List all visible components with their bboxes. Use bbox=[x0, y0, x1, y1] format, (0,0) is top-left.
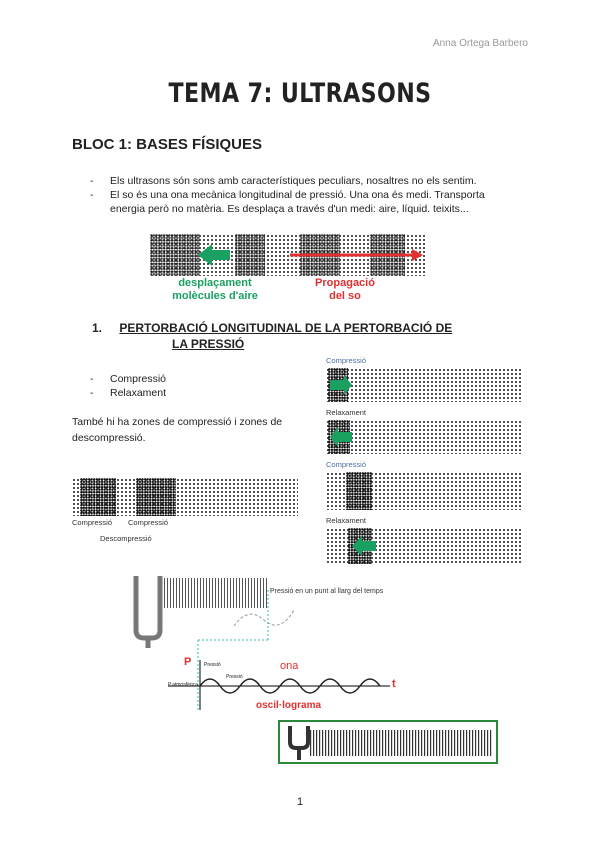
label-line: Propagació bbox=[315, 277, 375, 289]
panel-label: Relaxament bbox=[326, 516, 367, 525]
oscillogram-label: oscil·lograma bbox=[256, 700, 322, 711]
bullet-item: - Compressió bbox=[90, 372, 240, 386]
section-bullets bbox=[90, 372, 240, 400]
figure-compression-panels bbox=[326, 356, 526, 566]
figure-compression-strip bbox=[72, 478, 298, 516]
section-title-line: LA PRESSIÓ bbox=[172, 337, 245, 351]
section-paragraph: També hi ha zones de compressió i zones de descompressió. bbox=[72, 416, 283, 444]
panel bbox=[326, 528, 522, 564]
figure-tuning-fork bbox=[128, 570, 408, 720]
label-line: del so bbox=[329, 290, 361, 302]
wave-label: ona bbox=[280, 660, 299, 672]
axis-p-label: P bbox=[184, 656, 192, 668]
panel-label: Relaxament bbox=[326, 408, 367, 417]
section-heading bbox=[92, 321, 452, 351]
strip-label: Compressió bbox=[128, 518, 169, 527]
small-label: Pressió bbox=[226, 674, 243, 680]
small-label: P.atmosfèrica bbox=[168, 682, 198, 688]
label-propagation bbox=[300, 277, 390, 303]
page-title: TEMA 7: ULTRASONS bbox=[168, 78, 432, 109]
panel-label: Compressió bbox=[326, 460, 367, 469]
label-displacement bbox=[160, 277, 270, 303]
panel bbox=[326, 472, 522, 510]
page-number: 1 bbox=[296, 796, 304, 808]
label-line: desplaçament bbox=[178, 277, 252, 289]
figure-fork-box bbox=[278, 720, 498, 764]
strip-label: Descompressió bbox=[100, 534, 152, 543]
section-number: 1. bbox=[92, 321, 103, 335]
section-title-line: PERTORBACIÓ LONGITUDINAL DE LA PERTORBACIÓ DE bbox=[119, 321, 453, 335]
arrows-icon bbox=[150, 234, 425, 276]
bullet-item: - Relaxament bbox=[90, 386, 240, 400]
axis-t-label: t bbox=[392, 678, 396, 690]
panel bbox=[326, 368, 522, 402]
bullet-item: - Els ultrasons són sons amb característiques peculiars, nosaltres no els sentim. bbox=[90, 174, 500, 188]
strip-label: Compressió bbox=[72, 518, 113, 527]
panel bbox=[326, 420, 522, 454]
label-line: molècules d'aire bbox=[172, 290, 258, 302]
author-name: Anna Ortega Barbero bbox=[432, 38, 528, 49]
bullet-item: - El so és una ona mecànica longitudinal de pressió. Una ona és medi. Transporta energia però no matèria. Es desplaça a través d'un medi: aire, líquid. teixits... bbox=[90, 188, 500, 216]
bloc-heading: BLOC 1: BASES FÍSIQUES bbox=[72, 136, 263, 153]
small-label: Pressió bbox=[204, 662, 221, 668]
panel-label: Compressió bbox=[326, 356, 367, 365]
caption-top: Pressió en un punt al llarg del temps bbox=[270, 588, 384, 595]
figure-air-molecules bbox=[150, 234, 425, 276]
bloc-bullets bbox=[90, 174, 500, 216]
